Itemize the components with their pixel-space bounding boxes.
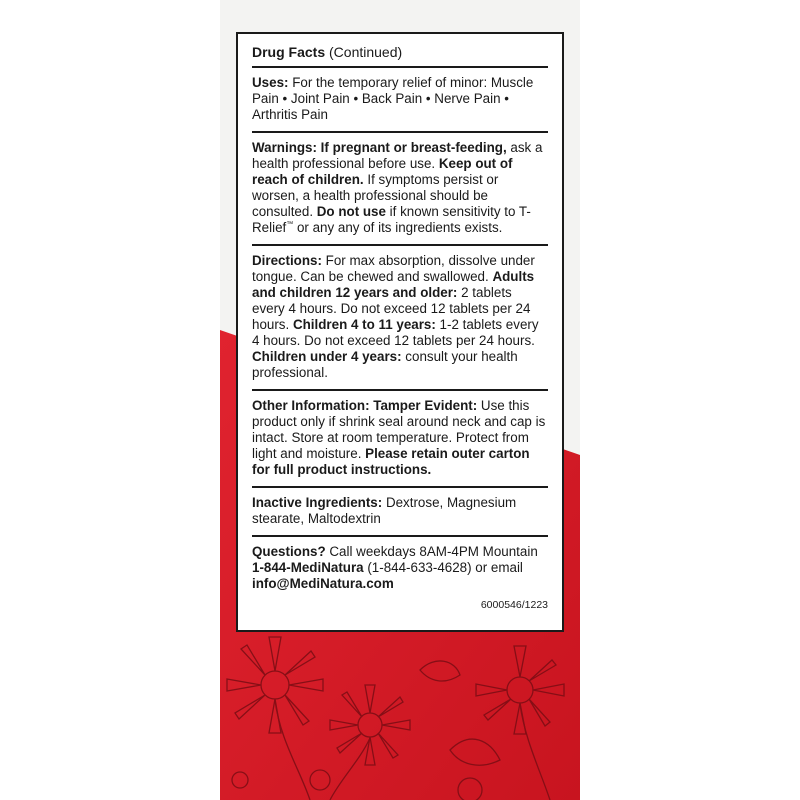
directions-adults: Adults and children 12 years and older: — [252, 269, 535, 300]
warnings-text-3: if known sensitivity to T-Relief — [252, 204, 531, 235]
directions-children-under-4: Children under 4 years: — [252, 349, 402, 364]
drug-facts-continued: (Continued) — [325, 44, 403, 60]
directions-text-4: consult your health professional. — [252, 349, 518, 380]
questions-email: info@MediNatura.com — [252, 576, 394, 591]
uses-text: For the temporary relief of minor: Muscle Pain • Joint Pain • Back Pain • Nerve Pain • Arthritis Pain — [252, 75, 534, 122]
directions-children-4-11: Children 4 to 11 years: — [292, 317, 436, 332]
warnings-section — [252, 133, 548, 246]
questions-text-1: Call weekdays 8AM-4PM Mountain — [325, 544, 538, 559]
questions-text-2: (1-844-633-4628) or email — [363, 560, 523, 575]
warnings-keep-out: Keep out of reach of children. — [252, 156, 513, 187]
product-carton — [220, 0, 580, 800]
other-information-text: Use this product only if shrink seal around neck and cap is intact. Store at room temperature. Protect from light and moisture. — [252, 398, 546, 461]
inactive-ingredients-section — [252, 488, 548, 537]
trademark-symbol: ™ — [286, 221, 294, 228]
product-code: 6000546/1223 — [480, 599, 548, 611]
uses-label: Uses: — [252, 75, 289, 90]
drug-facts-panel — [236, 32, 564, 632]
retain-carton-note: Please retain outer carton for full product instructions. — [252, 446, 530, 477]
directions-section — [252, 246, 548, 391]
warnings-text-4: or any any of its ingredients exists. — [293, 220, 503, 235]
inactive-ingredients-text: Dextrose, Magnesium stearate, Maltodextrin — [252, 495, 517, 526]
directions-text-3: 1-2 tablets every 4 hours. Do not exceed 12 tablets per 24 hours. — [252, 317, 539, 348]
drug-facts-header — [252, 34, 548, 68]
directions-text-2: 2 tablets every 4 hours. Do not exceed 12 tablets per 24 hours. — [252, 285, 531, 332]
questions-phone: 1-844-MediNatura — [252, 560, 364, 575]
drug-facts-title: Drug Facts — [252, 44, 326, 60]
questions-section — [252, 537, 548, 621]
warnings-text-2: If symptoms persist or worsen, a health professional should be consulted. — [252, 172, 499, 219]
floral-illustration — [220, 630, 580, 800]
uses-section — [252, 68, 548, 133]
warnings-text-1: ask a health professional before use. — [252, 140, 543, 171]
other-information-label: Other Information: Tamper Evident: — [252, 398, 478, 413]
directions-label: Directions: — [252, 253, 322, 268]
directions-text-1: For max absorption, dissolve under tongue. Can be chewed and swallowed. — [252, 253, 535, 284]
questions-label: Questions? — [252, 544, 326, 559]
inactive-ingredients-label: Inactive Ingredients: — [252, 495, 383, 510]
warnings-label: Warnings: If pregnant or breast-feeding, — [252, 140, 507, 155]
other-information-section — [252, 391, 548, 488]
warnings-do-not-use: Do not use — [316, 204, 386, 219]
